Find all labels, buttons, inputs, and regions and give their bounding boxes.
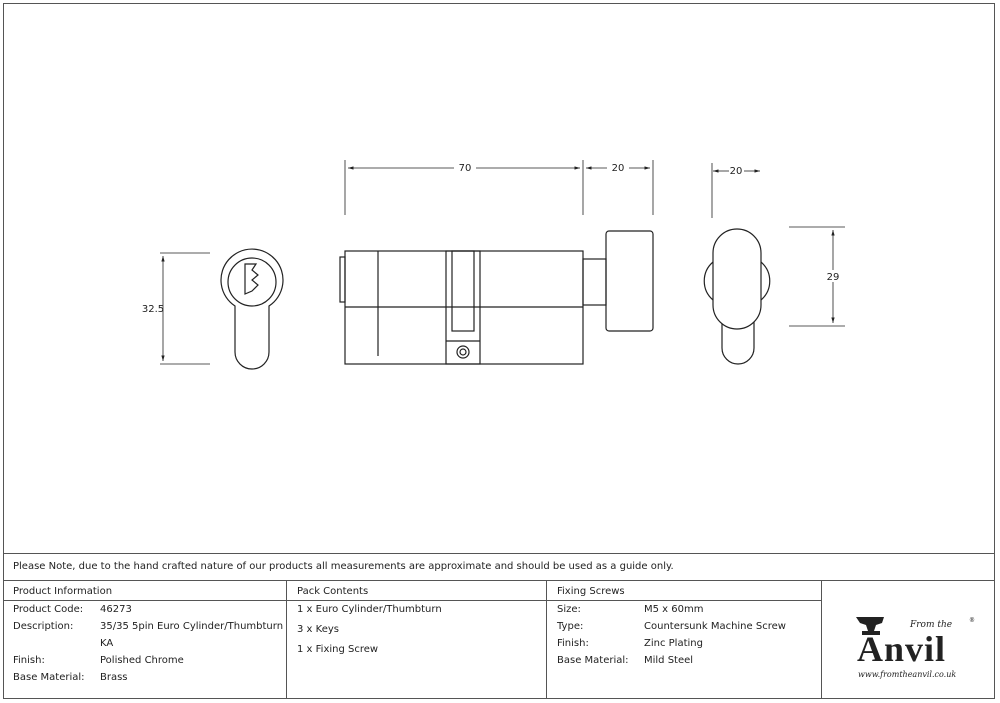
row-key: Type: [557,621,584,632]
row-key: Base Material: [557,655,629,666]
base-material-row [547,652,821,669]
dimension-side-height [789,227,845,326]
dimension-cylinder-length [345,160,653,215]
fixing-screws-section [547,581,822,699]
product-code-row [3,601,286,618]
pack-item: 1 x Euro Cylinder/Thumbturn [297,604,442,615]
end-view-thumbturn [704,229,770,364]
from-the-anvil-logo [822,581,995,699]
base-material-row [3,669,286,686]
type-row [547,618,821,635]
finish-row [547,635,821,652]
row-key: Finish: [13,655,45,666]
measurement-note: Please Note, due to the hand crafted nature of our products all measurements are approximate and should be used as a guide only. [3,553,995,581]
row-value: Zinc Plating [644,638,703,649]
row-key: Description: [13,621,74,632]
row-value: 46273 [100,604,132,615]
description-row [3,618,286,635]
row-value: 35/35 5pin Euro Cylinder/Thumbturn [100,621,284,632]
fixing-screws-heading: Fixing Screws [547,581,821,601]
key-profile-icon [245,264,258,294]
registered-mark-icon: ® [969,617,975,624]
row-key: Finish: [557,638,589,649]
dimension-keyhole-height [142,253,210,364]
pack-contents-heading: Pack Contents [287,581,546,601]
pack-item: 1 x Fixing Screw [297,644,379,655]
side-view-cylinder [340,231,653,364]
logo-brand: Anvil [857,629,947,669]
pack-item: 3 x Keys [297,624,339,635]
row-key: Product Code: [13,604,84,615]
dim-label-32-5: 32.5 [141,304,165,315]
pack-contents-section [287,581,547,699]
front-view-keyhole [221,249,283,369]
row-value: Polished Chrome [100,655,184,666]
row-key: Base Material: [13,672,85,683]
row-value: Brass [100,672,128,683]
description-row-continued [3,635,286,652]
dim-label-20: 20 [611,163,625,174]
info-table [3,581,822,699]
logo-url: www.fromtheanvil.co.uk [858,670,957,679]
product-information-section [3,581,287,699]
dim-label-29: 29 [826,272,840,283]
row-value: Mild Steel [644,655,694,666]
logo-from-the: From the [910,620,953,630]
row-value: KA [100,638,114,649]
dim-label-side-20: 20 [729,166,743,177]
row-value: M5 x 60mm [644,604,704,615]
row-value: Countersunk Machine Screw [644,621,786,632]
product-information-heading: Product Information [3,581,286,601]
row-key: Size: [557,604,581,615]
dimension-side-width [712,163,760,218]
size-row [547,601,821,618]
dim-label-70: 70 [458,163,472,174]
finish-row [3,652,286,669]
